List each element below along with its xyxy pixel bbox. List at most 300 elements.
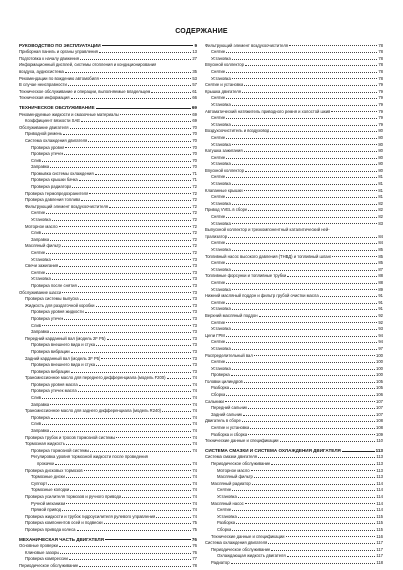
dot-leader — [63, 134, 191, 135]
toc-entry — [205, 479, 383, 486]
toc-entry-title: Установка — [211, 286, 231, 292]
toc-page-number: 73 — [192, 348, 197, 354]
dot-leader — [232, 270, 378, 271]
toc-entry-title: Проверка уровня масла — [31, 381, 78, 387]
toc-entry-title: Регулировка уровня тормозной жидкости после проведения — [31, 454, 148, 460]
toc-page-number: 114 — [376, 480, 383, 486]
toc-entry-title: Установка — [211, 200, 231, 206]
dot-leader — [242, 92, 377, 93]
toc-page-number: 69 — [192, 111, 197, 117]
dot-leader — [65, 147, 191, 148]
dot-leader — [51, 418, 192, 419]
toc-page-number: 74 — [192, 375, 197, 381]
toc-section-heading — [19, 535, 197, 542]
toc-page-number: 80 — [378, 154, 383, 160]
dot-leader — [332, 256, 377, 257]
dot-leader — [42, 424, 191, 425]
toc-entry — [205, 193, 383, 200]
dot-leader — [248, 408, 375, 409]
dot-leader — [46, 213, 191, 214]
dot-leader — [64, 154, 191, 155]
dot-leader — [230, 388, 375, 389]
dot-leader — [50, 332, 191, 333]
dot-leader — [232, 289, 378, 290]
dot-leader — [251, 470, 376, 471]
toc-entry-title: Заправка — [31, 329, 50, 335]
toc-entry-title: Масляный насос — [211, 500, 244, 506]
toc-page-number: 72 — [192, 203, 197, 209]
toc-entry — [205, 100, 383, 107]
toc-entry — [19, 248, 197, 255]
dot-leader — [231, 563, 376, 564]
toc-entry-title: Фильтрующий элемент воздухоочистителя — [25, 203, 109, 209]
dot-leader — [79, 385, 192, 386]
toc-entry-title: Установка — [211, 306, 231, 312]
toc-entry-title: Рекомендации по вождению автомобиля — [19, 75, 99, 81]
toc-entry-title: Периодическое обслуживание — [211, 546, 271, 552]
toc-page-number: 79 — [378, 88, 383, 94]
dot-leader — [96, 365, 191, 366]
toc-page-number: 110 — [376, 438, 383, 444]
toc-page-number: 88 — [378, 279, 383, 285]
dot-leader — [77, 530, 192, 531]
dot-leader — [232, 204, 378, 205]
toc-entry-title: Установка — [211, 141, 231, 147]
toc-entry — [19, 459, 197, 466]
dot-leader — [244, 85, 377, 86]
toc-entry — [19, 94, 197, 101]
toc-page-number: 91 — [378, 306, 383, 312]
toc-entry — [19, 479, 197, 486]
toc-entry — [19, 202, 197, 209]
dot-leader — [225, 401, 375, 402]
dot-leader — [79, 566, 191, 567]
toc-entry-title: Проверка системы выпуска — [25, 296, 79, 302]
toc-entry — [19, 440, 197, 447]
dot-leader — [71, 352, 192, 353]
toc-entry-title: Охлаждающая жидкость двигателя — [217, 553, 286, 559]
toc-page-number: 114 — [376, 493, 383, 499]
toc-entry-title: воздуха, аудиосистема — [19, 68, 64, 74]
toc-entry — [205, 285, 383, 292]
toc-page-number: 74 — [192, 428, 197, 434]
toc-entry-title: Техническая информация — [19, 95, 70, 101]
toc-entry-title: Снятие — [211, 154, 226, 160]
toc-entry-title: Тормозная жидкость — [25, 441, 66, 447]
toc-entry — [19, 561, 197, 568]
toc-entry — [205, 539, 383, 546]
toc-entry-title: Сальники — [205, 398, 224, 404]
toc-entry — [19, 420, 197, 427]
dot-leader — [226, 158, 377, 159]
toc-entry-title: Слив — [31, 322, 42, 328]
toc-entry — [205, 506, 383, 513]
toc-entry-title: ТЕХНИЧЕСКОЕ ОБСЛУЖИВАНИЕ — [19, 104, 95, 110]
dot-leader — [232, 530, 375, 531]
toc-page-number: 71 — [192, 177, 197, 183]
dot-leader — [52, 220, 192, 221]
toc-entry-title: Моторное масло — [217, 467, 250, 473]
toc-page-number: 73 — [192, 315, 197, 321]
dot-leader — [59, 266, 191, 267]
toc-entry-title: Снятие — [211, 279, 226, 285]
toc-page-number: 79 — [378, 95, 383, 101]
dot-leader — [116, 437, 191, 438]
toc-entry — [19, 182, 197, 189]
dot-leader — [232, 184, 378, 185]
toc-entry-title: Система охлаждения двигателя — [205, 540, 268, 546]
toc-entry — [205, 107, 383, 114]
toc-entry-title: Приборная панель и органы управления — [19, 49, 98, 55]
toc-entry-title: Снятие — [211, 214, 226, 220]
toc-entry-title: Проверка после снятия — [31, 282, 77, 288]
toc-entry — [19, 255, 197, 262]
dot-leader — [59, 546, 191, 547]
toc-page-number: 81 — [378, 174, 383, 180]
toc-entry — [205, 186, 383, 193]
toc-entry — [205, 331, 383, 338]
toc-entry — [19, 54, 197, 61]
toc-page-number: 74 — [192, 480, 197, 486]
toc-page-number: 106 — [376, 392, 383, 398]
toc-entry-title: Проверка — [31, 414, 50, 420]
dot-leader — [226, 138, 377, 139]
dot-leader — [46, 253, 191, 254]
dot-leader — [287, 556, 376, 557]
toc-entry-title: Проверка внешнего вида и стука — [31, 362, 96, 368]
toc-entry-title: Проверка — [211, 372, 230, 378]
dot-leader — [69, 559, 192, 560]
toc-entry — [19, 446, 197, 453]
toc-entry — [205, 466, 383, 473]
toc-entry — [19, 393, 197, 400]
dot-leader — [68, 85, 192, 86]
toc-entry — [19, 387, 197, 394]
toc-entry-title: Фильтрующий элемент воздухоочистителя — [205, 42, 289, 48]
toc-page-number: 73 — [192, 335, 197, 341]
toc-entry — [19, 361, 197, 368]
toc-entry-title: Выпускной коллектор и трехкомпонентный каталитический ней- — [205, 227, 330, 233]
toc-entry-title: Снятие — [211, 68, 226, 74]
toc-entry-title: Рекомендуемые жидкости и смазочные материалы — [19, 111, 119, 117]
dot-leader — [66, 503, 191, 504]
toc-entry-title: Снятие — [217, 507, 232, 513]
toc-page-number: 73 — [192, 296, 197, 302]
toc-entry-title: Коэффициент вязкости SAE — [25, 118, 81, 124]
dot-leader — [72, 187, 191, 188]
toc-entry-title: Снятие — [211, 260, 226, 266]
dot-leader — [232, 510, 375, 511]
toc-page-number: 73 — [192, 256, 197, 262]
dot-leader — [245, 65, 377, 66]
toc-entry-title: Проверка утечек — [31, 151, 64, 157]
toc-page-number: 69 — [191, 104, 197, 110]
toc-page-number: 76 — [192, 549, 197, 555]
toc-entry — [205, 377, 383, 384]
toc-entry-title: Проверка компонентов осей и подвески — [25, 520, 103, 526]
dot-leader — [289, 45, 377, 46]
toc-entry-title: Установка — [211, 326, 231, 332]
dot-leader — [151, 92, 191, 93]
dot-leader — [226, 197, 377, 198]
dot-leader — [162, 411, 191, 412]
toc-entry-title: Проверка компрессии — [25, 556, 68, 562]
dot-leader — [286, 536, 376, 537]
toc-entry — [205, 525, 383, 532]
toc-entry-title: Слив — [31, 395, 42, 401]
toc-entry — [205, 219, 383, 226]
toc-entry — [205, 453, 383, 460]
toc-entry-title: Проверка тормозной системы — [31, 447, 90, 453]
toc-entry — [19, 328, 197, 335]
toc-entry — [19, 262, 197, 269]
toc-entry — [19, 163, 197, 170]
dot-leader — [96, 306, 192, 307]
toc-entry-title: Проверка уровня жидкости — [31, 309, 84, 315]
dot-leader — [50, 167, 191, 168]
toc-page-number: 76 — [191, 536, 197, 542]
toc-entry-title: Установка — [211, 365, 231, 371]
toc-entry-title: Установка — [217, 513, 237, 519]
toc-page-number: 83 — [378, 220, 383, 226]
toc-entry-title: Установка — [211, 101, 231, 107]
dot-leader — [66, 477, 191, 478]
toc-entry-title: Топливный насос высокого давления (ТНВД) и топливный шланг — [205, 253, 332, 259]
toc-page-number: 73 — [192, 282, 197, 288]
toc-entry — [205, 153, 383, 160]
toc-page-number: 82 — [378, 214, 383, 220]
toc-entry-title: трализатор — [205, 233, 228, 239]
toc-entry-title: Установка — [217, 493, 237, 499]
dot-leader — [226, 263, 377, 264]
toc-section-heading — [19, 41, 197, 48]
toc-page-number: 72 — [192, 250, 197, 255]
toc-entry-title: Установка — [31, 276, 51, 282]
toc-entry — [19, 499, 197, 506]
toc-page-number: 91 — [378, 293, 383, 299]
toc-entry — [205, 338, 383, 345]
toc-page-number: 105 — [376, 385, 383, 391]
toc-entry-title: Проверка утечек — [31, 315, 64, 321]
dot-leader — [50, 431, 191, 432]
toc-entry-title: Проверка вибрации — [31, 368, 70, 374]
toc-page-number: 72 — [192, 190, 197, 196]
toc-page-number: 105 — [376, 378, 383, 384]
toc-page-number: 100 — [376, 352, 383, 358]
dot-leader — [70, 128, 192, 129]
toc-entry — [19, 268, 197, 275]
toc-entry — [19, 143, 197, 150]
toc-page-number: 85 — [378, 247, 383, 252]
dot-leader — [232, 490, 375, 491]
toc-entry-title: Слив — [31, 230, 42, 236]
toc-entry — [19, 512, 197, 519]
toc-entry-title: Установка — [211, 121, 231, 127]
dot-leader — [232, 349, 378, 350]
toc-entry-title: Снятие — [211, 359, 226, 365]
toc-entry-title: Проверка жидкости и трубок гидроусилителя рулевого управления — [25, 513, 156, 519]
toc-entry — [205, 245, 383, 252]
toc-entry-title: Задний сальник — [211, 411, 242, 417]
toc-entry-title: Моторное масло — [25, 223, 58, 229]
toc-entry — [205, 390, 383, 397]
dot-leader — [85, 312, 192, 313]
toc-entry-title: Установка — [211, 55, 231, 61]
toc-entry-title: Слив — [31, 157, 42, 163]
toc-entry-title: Проверка трубок и тросов тормозной системы — [25, 434, 116, 440]
toc-entry-title: Проверка крышки бачка — [31, 177, 78, 183]
toc-entry-title: Снятие — [211, 174, 226, 180]
dot-leader — [226, 118, 377, 119]
toc-entry — [19, 453, 197, 460]
toc-entry — [19, 466, 197, 473]
toc-page-number: 108 — [376, 425, 383, 431]
toc-entry-title: Снятие — [211, 95, 226, 101]
toc-page-number: 73 — [192, 368, 197, 374]
toc-page-number: 9 — [194, 42, 197, 48]
dot-leader — [84, 470, 192, 471]
toc-page-number: 88 — [378, 273, 383, 279]
dot-leader — [62, 292, 191, 293]
toc-page-number: 93 — [378, 326, 383, 332]
toc-page-number: 91 — [378, 299, 383, 305]
toc-entry-title: МЕХАНИЧЕСКАЯ ЧАСТЬ ДВИГАТЕЛЯ — [19, 536, 104, 542]
dot-leader — [71, 98, 192, 99]
toc-entry — [205, 437, 383, 444]
dot-leader — [59, 226, 192, 227]
toc-entry-title: Разборка — [217, 520, 236, 526]
toc-entry-title: Снятие — [211, 319, 226, 325]
toc-entry — [205, 140, 383, 147]
toc-page-number: 107 — [376, 398, 383, 404]
toc-entry-title: Информационный дисплей, системы отопления и кондиционирования — [19, 62, 157, 68]
dot-leader — [232, 329, 378, 330]
dot-leader — [232, 223, 378, 224]
toc-entry — [19, 87, 197, 94]
toc-entry-title: Воздухоочиститель и воздуховод — [205, 128, 270, 134]
dot-leader — [101, 358, 191, 359]
toc-page-number: 74 — [192, 487, 197, 493]
toc-page-number: 27 — [192, 55, 197, 61]
toc-entry-title: Проверка привода колеса — [25, 526, 76, 532]
toc-page-number: 113 — [375, 447, 383, 453]
dot-leader — [226, 283, 377, 284]
toc-page-number: 74 — [192, 414, 197, 420]
toc-entry-title: Технические данные и спецификации — [211, 533, 285, 539]
toc-entry-title: СИСТЕМА СМАЗКИ И СИСТЕМА ОХЛАЖДЕНИЯ ДВИГАТЕЛЯ — [205, 447, 341, 453]
toc-entry — [19, 413, 197, 420]
toc-page-number: 80 — [378, 167, 383, 173]
toc-entry — [205, 127, 383, 134]
toc-page-number: 115 — [376, 513, 383, 519]
toc-entry-title: Установка — [211, 75, 231, 81]
toc-entry-title: Проверка радиатора — [31, 184, 72, 190]
toc-entry — [19, 156, 197, 163]
toc-entry — [205, 305, 383, 312]
toc-page-number: 75 — [192, 520, 197, 526]
toc-page-number: 79 — [378, 82, 383, 88]
toc-entry — [205, 67, 383, 74]
dot-leader — [258, 457, 375, 458]
toc-entry-title: Клапанные крышки — [205, 187, 243, 193]
dot-leader — [271, 550, 375, 551]
toc-entry — [19, 548, 197, 555]
toc-page-number: 74 — [192, 500, 197, 506]
dot-leader — [52, 279, 192, 280]
toc-entry-title: Заправка — [31, 401, 50, 407]
toc-page-number: 72 — [192, 210, 197, 216]
toc-entry-title: Снятие — [211, 299, 226, 305]
toc-entry — [205, 545, 383, 552]
toc-page-number: 84 — [378, 240, 383, 246]
dot-leader — [50, 404, 191, 405]
toc-entry — [205, 147, 383, 154]
toc-entry-title: Приводной ремень — [25, 131, 63, 137]
toc-entry-title: Снятие — [211, 339, 226, 345]
toc-page-number: 73 — [192, 302, 197, 308]
toc-page-number: 89 — [378, 286, 383, 292]
toc-page-number: 69 — [192, 118, 197, 124]
toc-page-number: 74 — [192, 507, 197, 513]
toc-entry-title: Снятие — [211, 115, 226, 121]
toc-entry — [205, 410, 383, 417]
dot-leader — [232, 164, 378, 165]
dot-leader — [236, 523, 375, 524]
toc-entry — [205, 311, 383, 318]
toc-entry-title: Прямой привод — [31, 507, 62, 513]
toc-entry — [19, 314, 197, 321]
toc-entry — [19, 123, 197, 130]
toc-entry — [205, 212, 383, 219]
toc-page-number: 77 — [192, 556, 197, 562]
toc-page-number: 81 — [378, 187, 383, 193]
toc-entry-title: Заправка — [31, 428, 50, 434]
toc-page-number: 100 — [376, 359, 383, 365]
dot-leader — [48, 484, 191, 485]
toc-entry — [205, 459, 383, 466]
toc-entry-title: Проверка уровня — [31, 144, 65, 150]
toc-entry — [205, 173, 383, 180]
toc-page-number: 107 — [376, 411, 383, 417]
dot-leader — [102, 45, 194, 46]
toc-page-number: 117 — [376, 540, 383, 546]
toc-entry — [205, 48, 383, 55]
dot-leader — [167, 378, 192, 379]
dot-leader — [232, 309, 378, 310]
dot-leader — [62, 510, 191, 511]
toc-entry — [205, 519, 383, 526]
toc-page-number: 74 — [192, 401, 197, 407]
toc-entry — [205, 486, 383, 493]
toc-entry-title: Топливные форсунки и топливные трубки — [205, 273, 287, 279]
dot-leader — [232, 144, 378, 145]
toc-page-number: 113 — [376, 461, 383, 466]
toc-page-number: 35 — [192, 68, 197, 74]
toc-page-number: 107 — [376, 405, 383, 411]
toc-entry-title: В случае неисправности — [19, 82, 67, 88]
toc-page-number: 114 — [376, 507, 383, 513]
dot-leader — [232, 78, 378, 79]
toc-entry-title: Слив — [31, 421, 42, 427]
dot-leader — [244, 190, 378, 191]
toc-entry-title: Автоматический натяжитель приводного ремня и холостой шкив — [205, 108, 331, 114]
toc-entry — [19, 281, 197, 288]
dot-leader — [226, 336, 378, 337]
toc-entry — [205, 252, 383, 259]
toc-page-number: 73 — [192, 342, 197, 348]
dot-leader — [270, 131, 377, 132]
toc-entry-title: Свечи зажигания — [25, 263, 59, 269]
